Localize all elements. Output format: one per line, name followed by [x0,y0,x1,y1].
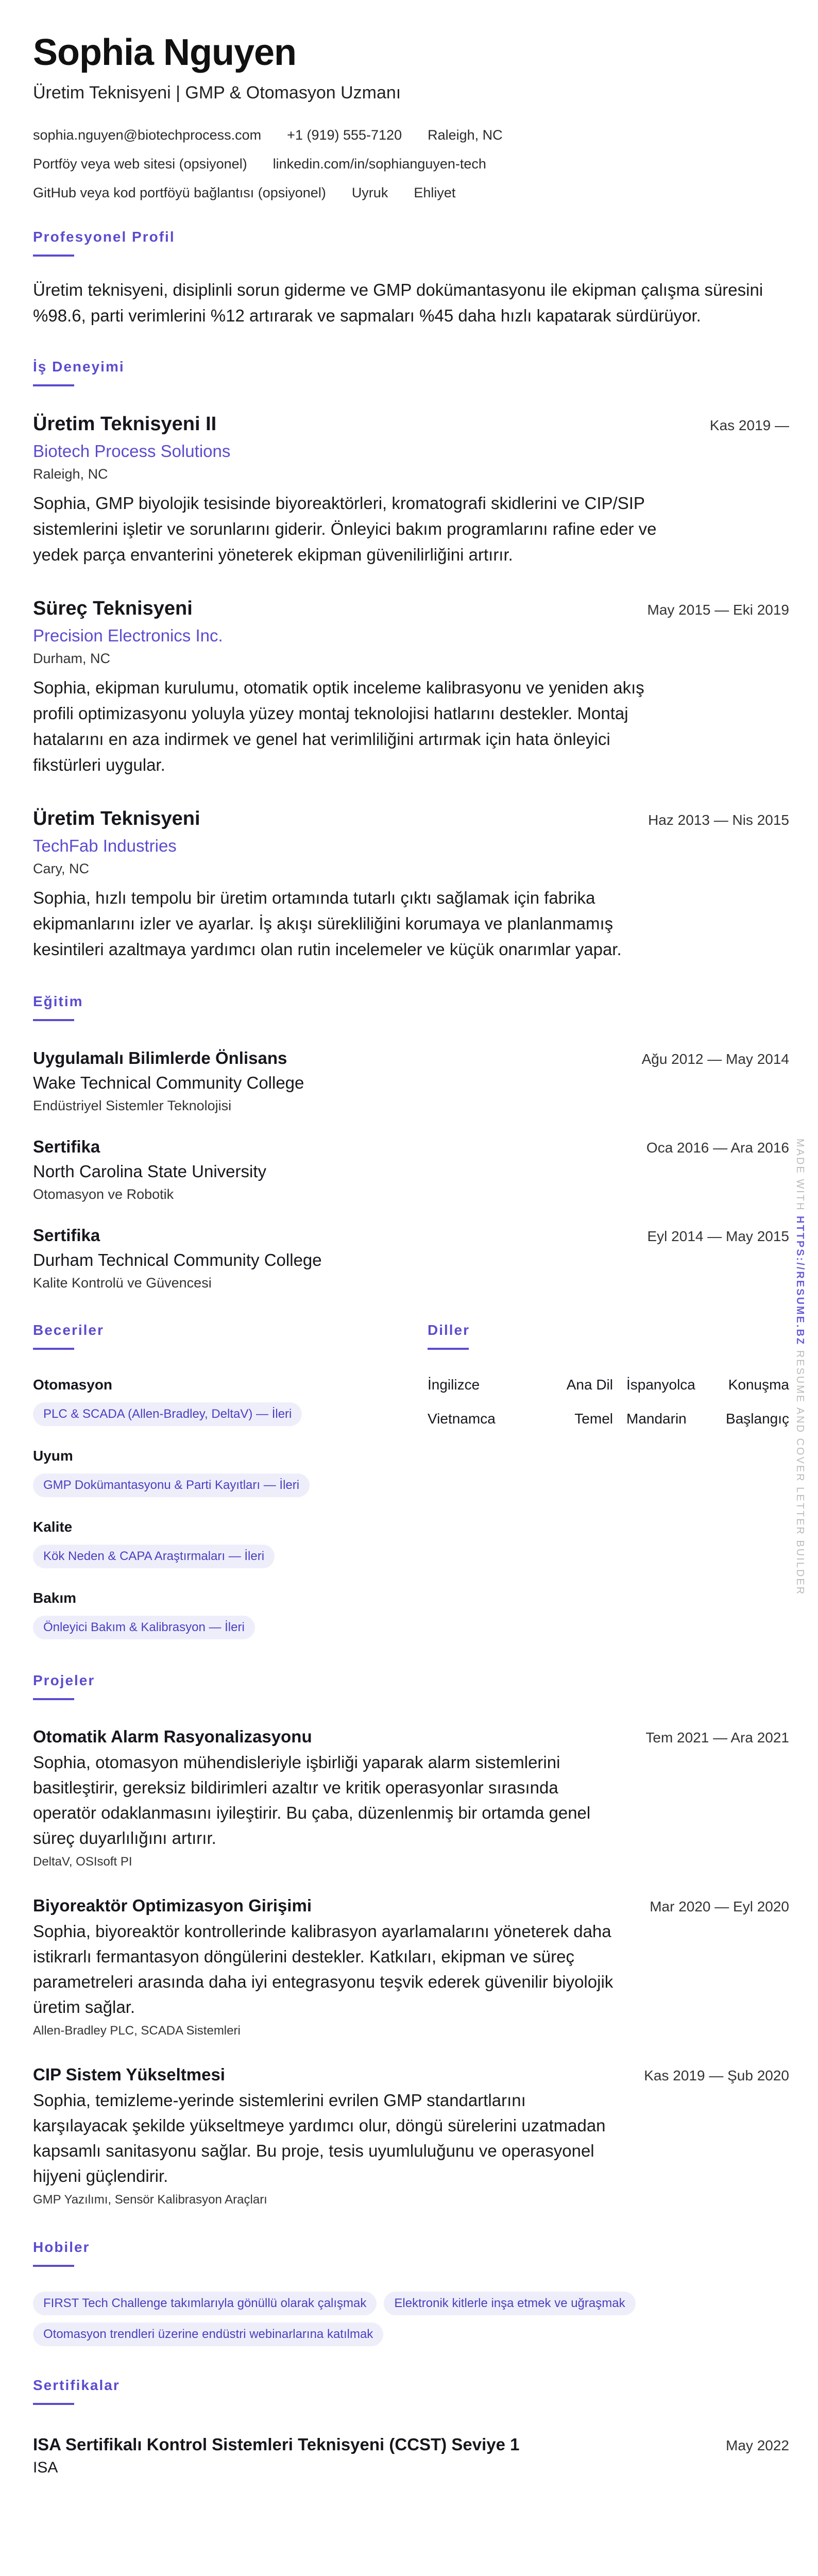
section-underline [33,384,74,386]
skill-category: Kalite [33,1519,73,1535]
section-title: Diller [428,1322,470,1338]
job-entry [33,412,789,568]
hobby-chip: Otomasyon trendleri üzerine endüstri webinarlarına katılmak [33,2323,383,2346]
job-entry [33,807,789,962]
job-company: Precision Electronics Inc. [33,626,223,645]
education-entry [33,1224,789,1292]
experience-section [33,358,789,962]
education-degree: Sertifika [33,1226,100,1245]
skill-chip: PLC & SCADA (Allen-Bradley, DeltaV) — İleri [33,1402,302,1426]
project-title: Biyoreaktör Optimizasyon Girişimi [33,1896,312,1915]
section-underline [33,2265,74,2267]
job-title: Üretim Teknisyeni II [33,413,217,435]
section-title: Projeler [33,1672,95,1688]
education-date: Oca 2016 — Ara 2016 [646,1140,789,1156]
job-company: TechFab Industries [33,836,177,855]
license-text: Ehliyet [414,185,456,200]
project-description: Sophia, temizleme-yerinde sistemlerini evrilen GMP standartlarını karşılayacak şekilde yükseltmeye yardımcı olur, döngü sürelerini uzatmadan kapsamlı sanitasyonu sağlar. Bu proje, tesis uyumluluğunu ve operasyonel hijyeni güçlendirir. [33,2091,606,2185]
job-description: Sophia, hızlı tempolu bir üretim ortamında tutarlı çıktı sağlamak için fabrika ekipmanlarını izler ve ayarlar. İş akışı sürekliliğini korumaya ve planlanmamış kesintileri azaltmaya yardımcı olan rutin incelemeler ve küçük onarımlar yapar. [33,888,622,959]
education-date: Eyl 2014 — May 2015 [647,1228,789,1244]
education-entry [33,1047,789,1115]
project-tools: GMP Yazılımı, Sensör Kalibrasyon Araçları [33,2193,267,2207]
project-entry [33,2064,789,2208]
email-link[interactable]: sophia.nguyen@biotechprocess.com [33,127,262,143]
project-date: Kas 2019 — Şub 2020 [644,2067,789,2083]
watermark-suffix: RESUME AND COVER LETTER BUILDER [794,1350,806,1596]
education-school: Durham Technical Community College [33,1250,322,1269]
education-school: North Carolina State University [33,1162,267,1181]
project-date: Mar 2020 — Eyl 2020 [650,1899,789,1914]
contact-block [33,121,789,207]
education-degree: Sertifika [33,1137,100,1156]
section-underline [33,255,74,257]
skill-group [33,1589,428,1639]
hobby-chip: Elektronik kitlerle inşa etmek ve uğraşmak [384,2292,635,2315]
education-field: Otomasyon ve Robotik [33,1187,174,1202]
job-location: Durham, NC [33,651,111,666]
resume-header [33,31,789,207]
education-school: Wake Technical Community College [33,1073,304,1092]
education-field: Kalite Kontrolü ve Güvencesi [33,1275,212,1291]
contact-row [33,178,789,207]
certification-date: May 2022 [726,2437,789,2453]
skill-group [33,1518,428,1568]
section-underline [33,2403,74,2405]
language-name: Vietnamca [428,1411,496,1427]
job-company: Biotech Process Solutions [33,442,231,461]
skills-languages-row [33,1321,789,1639]
skill-group [33,1447,428,1497]
job-location: Cary, NC [33,861,90,876]
project-description: Sophia, biyoreaktör kontrollerinde kalibrasyon ayarlamalarını yöneterek daha istikrarlı fermantasyon döngülerini destekler. Katkıları, ekipman ve süreç parametreleri arasında daha iyi entegrasyonu teşvik ederek güvenilir biyolojik üretim sağlar. [33,1922,614,2016]
section-title: Beceriler [33,1322,104,1338]
projects-section [33,1671,789,2208]
language-level: Temel [574,1411,613,1427]
section-title: İş Deneyimi [33,359,125,375]
section-underline [33,1698,74,1700]
section-title: Profesyonel Profil [33,229,175,245]
project-title: Otomatik Alarm Rasyonalizasyonu [33,1727,312,1746]
certification-name: ISA Sertifikalı Kontrol Sistemleri Teknisyeni (CCST) Seviye 1 [33,2435,520,2454]
job-title: Süreç Teknisyeni [33,598,193,619]
job-description: Sophia, GMP biyolojik tesisinde biyoreaktörleri, kromatografi skidlerini ve CIP/SIP sistemlerini işletir ve sorunlarını giderir. Önleyici bakım programlarını rafine eder ve yedek parça envanterini yöneterek ekipman güvenilirliğini artırır. [33,494,657,564]
profile-section [33,228,789,329]
skills-section [33,1321,428,1639]
hobbies-list [33,2284,789,2346]
languages-section [428,1321,789,1639]
candidate-name: Sophia Nguyen [33,32,297,73]
candidate-subtitle: Üretim Teknisyeni | GMP & Otomasyon Uzmanı [33,83,401,103]
job-date: Kas 2019 — [709,417,789,433]
linkedin-link[interactable]: linkedin.com/in/sophianguyen-tech [272,156,486,172]
languages-list [428,1376,789,1428]
project-entry [33,1895,789,2039]
language-level: Başlangıç [726,1411,789,1427]
section-title: Sertifikalar [33,2377,120,2393]
website-link[interactable]: Portföy veya web sitesi (opsiyonel) [33,156,247,172]
skill-chip: GMP Dokümantasyonu & Parti Kayıtları — İleri [33,1473,310,1497]
project-tools: DeltaV, OSIsoft PI [33,1855,132,1869]
hobbies-section [33,2238,789,2346]
education-section [33,992,789,1292]
certification-entry [33,2434,789,2478]
education-degree: Uygulamalı Bilimlerde Önlisans [33,1048,287,1067]
section-title: Eğitim [33,993,83,1009]
skill-category: Otomasyon [33,1377,113,1393]
project-entry [33,1726,789,1870]
language-level: Ana Dil [566,1377,613,1393]
location-text: Raleigh, NC [428,127,503,143]
resume-page [33,31,789,2478]
language-name: İngilizce [428,1377,480,1393]
skill-chip: Önleyici Bakım & Kalibrasyon — İleri [33,1616,255,1639]
project-title: CIP Sistem Yükseltmesi [33,2065,225,2084]
skill-category: Uyum [33,1448,73,1464]
profile-text: Üretim teknisyeni, disiplinli sorun giderme ve GMP dokümantasyonu ile ekipman çalışma süresini %98.6, parti verimlerini %12 artırarak ve sapmaları %45 daha hızlı kapatarak sürdürüyor. [33,280,763,325]
section-title: Hobiler [33,2239,90,2255]
watermark-link[interactable]: HTTPS://RESUME.BZ [794,1216,806,1346]
certification-issuer: ISA [33,2459,58,2476]
education-field: Endüstriyel Sistemler Teknolojisi [33,1098,232,1113]
job-entry [33,597,789,778]
section-underline [33,1348,74,1350]
section-underline [33,1019,74,1021]
job-location: Raleigh, NC [33,466,108,482]
project-description: Sophia, otomasyon mühendisleriyle işbirliği yaparak alarm sistemlerini basitleştirir, gereksiz bildirimleri azaltır ve kritik operasyonlar sırasında operatör odaklanmasını iyileştirir. Bu çaba, düzenlenmiş bir ortamda genel süreç duyarlılığını artırır. [33,1753,591,1848]
section-underline [428,1348,469,1350]
job-description: Sophia, ekipman kurulumu, otomatik optik inceleme kalibrasyonu ve yeniden akış profili optimizasyonu yoluyla yüzey montaj teknolojisi hatlarını destekler. Montaj hatalarını en aza indirmek ve genel hat verimliliğini artırmak için hata önleyici fikstürleri uygular. [33,678,644,774]
language-name: İspanyolca [626,1377,695,1393]
job-date: Haz 2013 — Nis 2015 [648,812,789,828]
language-level: Konuşma [728,1377,789,1393]
skill-chip: Kök Neden & CAPA Araştırmaları — İleri [33,1545,275,1568]
project-tools: Allen-Bradley PLC, SCADA Sistemleri [33,2024,241,2038]
project-date: Tem 2021 — Ara 2021 [645,1730,789,1745]
watermark-prefix: MADE WITH [794,1139,806,1212]
github-link[interactable]: GitHub veya kod portföyü bağlantısı (opsiyonel) [33,185,326,200]
job-date: May 2015 — Eki 2019 [647,602,789,618]
phone-text[interactable]: +1 (919) 555-7120 [287,127,402,143]
language-name: Mandarin [626,1411,687,1427]
certifications-section [33,2376,789,2478]
skill-group [33,1376,428,1426]
nationality-text: Uyruk [351,185,388,200]
contact-row [33,121,789,149]
skill-category: Bakım [33,1590,77,1606]
contact-row [33,149,789,178]
hobby-chip: FIRST Tech Challenge takımlarıyla gönüllü olarak çalışmak [33,2292,377,2315]
watermark [794,1139,806,1596]
job-title: Üretim Teknisyeni [33,808,200,829]
education-date: Ağu 2012 — May 2014 [641,1051,789,1067]
education-entry [33,1136,789,1204]
